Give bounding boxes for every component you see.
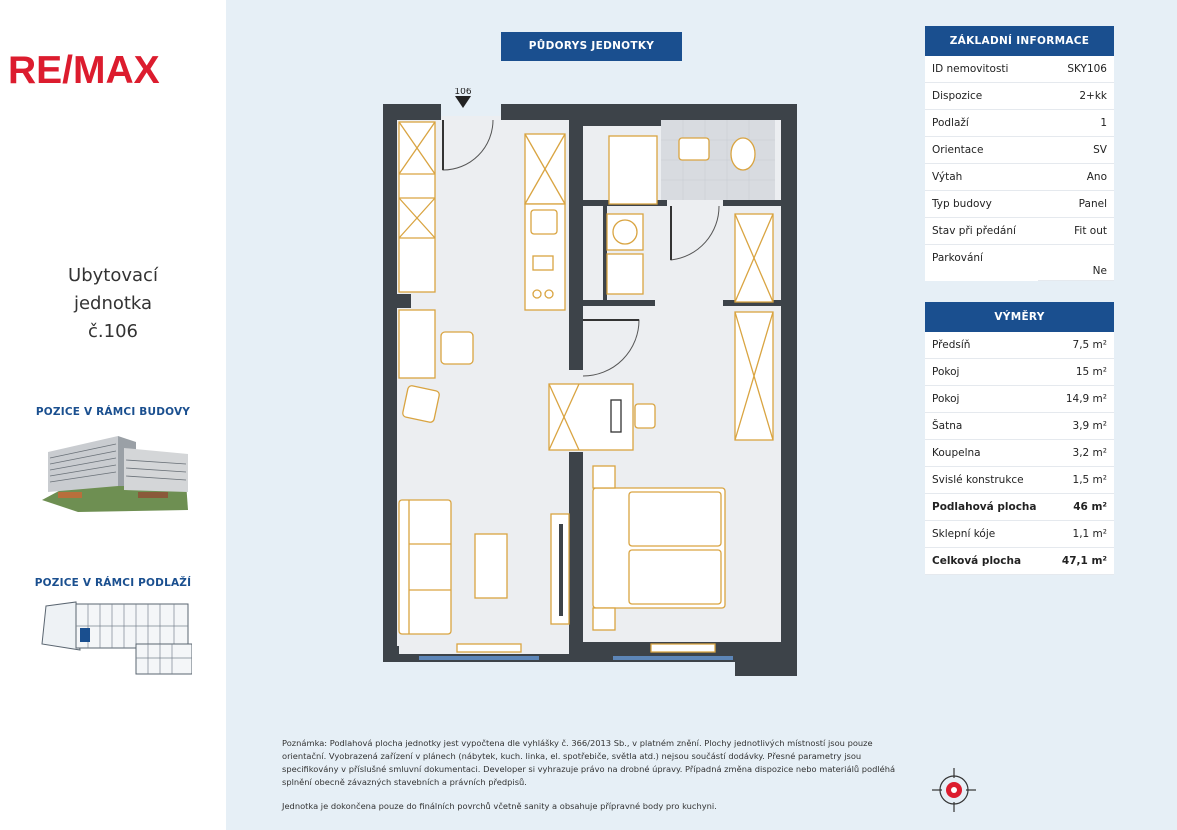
area-value: 15 m² <box>1075 366 1107 378</box>
unit-title-line-1: Ubytovací <box>68 265 158 286</box>
sidebar <box>0 0 226 830</box>
info-value: Panel <box>1078 198 1107 210</box>
info-value: Ne <box>1092 265 1107 277</box>
area-row <box>925 467 1114 494</box>
logo-text: RE/MAX <box>8 49 160 92</box>
info-label: Parkování <box>932 252 983 264</box>
area-label: Pokoj <box>932 366 960 378</box>
info-row <box>925 191 1114 218</box>
area-value: 7,5 m² <box>1072 339 1107 351</box>
area-row <box>925 440 1114 467</box>
area-row <box>925 359 1114 386</box>
unit-title-line-2: jednotka <box>73 293 153 314</box>
area-value: 1,1 m² <box>1072 528 1107 540</box>
area-label: Šatna <box>932 420 963 432</box>
floorplan-title: PŮDORYS JEDNOTKY <box>501 32 682 61</box>
area-value: 47,1 m² <box>1061 555 1107 567</box>
area-row <box>925 521 1114 548</box>
info-row <box>925 245 1114 281</box>
door-number: 106 <box>454 88 472 97</box>
area-label: Celková plocha <box>932 555 1022 567</box>
area-row-floor-total <box>925 494 1114 521</box>
building-thumbnail <box>38 430 190 514</box>
area-value: 1,5 m² <box>1072 474 1107 486</box>
remax-logo <box>8 48 190 92</box>
area-label: Předsíň <box>932 339 971 351</box>
area-row <box>925 386 1114 413</box>
info-row <box>925 218 1114 245</box>
area-label: Koupelna <box>932 447 981 459</box>
info-label: ID nemovitosti <box>932 63 1009 75</box>
disclaimer-paragraph-2: Jednotka je dokončena pouze do finálních povrchů včetně sanity a obsahuje přípravné body pro kuchyni. <box>282 801 717 811</box>
basic-info-panel <box>925 26 1114 281</box>
area-value: 3,9 m² <box>1072 420 1107 432</box>
areas-title: VÝMĚRY <box>925 302 1114 332</box>
info-label: Výtah <box>932 171 963 183</box>
floor-thumbnail <box>36 600 192 676</box>
info-row <box>925 110 1114 137</box>
building-position-heading: POZICE V RÁMCI BUDOVY <box>35 406 191 418</box>
area-row <box>925 332 1114 359</box>
disclaimer-paragraph-1: Poznámka: Podlahová plocha jednotky jest vypočtena dle vyhlášky č. 366/2013 Sb., v platném znění. Plochy jednotlivých místností jsou pouze orientační. Vyobrazená zařízení v plánech (nábytek, kuch. linka, el. spotřebiče, světla atd.) nejsou součástí dodávky. Přesné parametry jsou specifikovány v příslušné smluvní dokumentaci. Developer si vyhrazuje právo na drobné úpravy. Případná změna dispozice nebo materiálů podléhá splnění obecně závazných stavebních a právních předpisů. <box>282 738 896 787</box>
area-value: 46 m² <box>1073 501 1107 513</box>
info-value: 1 <box>1100 117 1107 129</box>
info-value: Ano <box>1086 171 1107 183</box>
info-label: Stav při předání <box>932 225 1016 237</box>
info-label: Orientace <box>932 144 984 156</box>
floor-plan <box>383 88 803 680</box>
basic-info-title: ZÁKLADNÍ INFORMACE <box>925 26 1114 56</box>
info-value: 2+kk <box>1079 90 1107 102</box>
info-row <box>925 164 1114 191</box>
info-value: SV <box>1093 144 1107 156</box>
area-row-grand-total <box>925 548 1114 575</box>
area-value: 3,2 m² <box>1072 447 1107 459</box>
info-row <box>925 83 1114 110</box>
areas-panel <box>925 302 1114 575</box>
unit-title-line-3: č.106 <box>88 321 138 342</box>
compass-icon <box>932 768 976 812</box>
info-label: Typ budovy <box>932 198 992 210</box>
area-label: Svislé konstrukce <box>932 474 1024 486</box>
info-value: Fit out <box>1074 225 1107 237</box>
main-area <box>226 0 1177 830</box>
info-label: Podlaží <box>932 117 969 129</box>
disclaimer-note <box>282 737 912 824</box>
area-label: Podlahová plocha <box>932 501 1037 513</box>
area-label: Pokoj <box>932 393 960 405</box>
area-value: 14,9 m² <box>1065 393 1107 405</box>
info-row <box>925 56 1114 83</box>
area-label: Sklepní kóje <box>932 528 996 540</box>
info-value: SKY106 <box>1067 63 1107 75</box>
info-label: Dispozice <box>932 90 983 102</box>
unit-title <box>0 262 226 346</box>
floor-position-heading: POZICE V RÁMCI PODLAŽÍ <box>34 577 192 589</box>
area-row <box>925 413 1114 440</box>
info-row <box>925 137 1114 164</box>
